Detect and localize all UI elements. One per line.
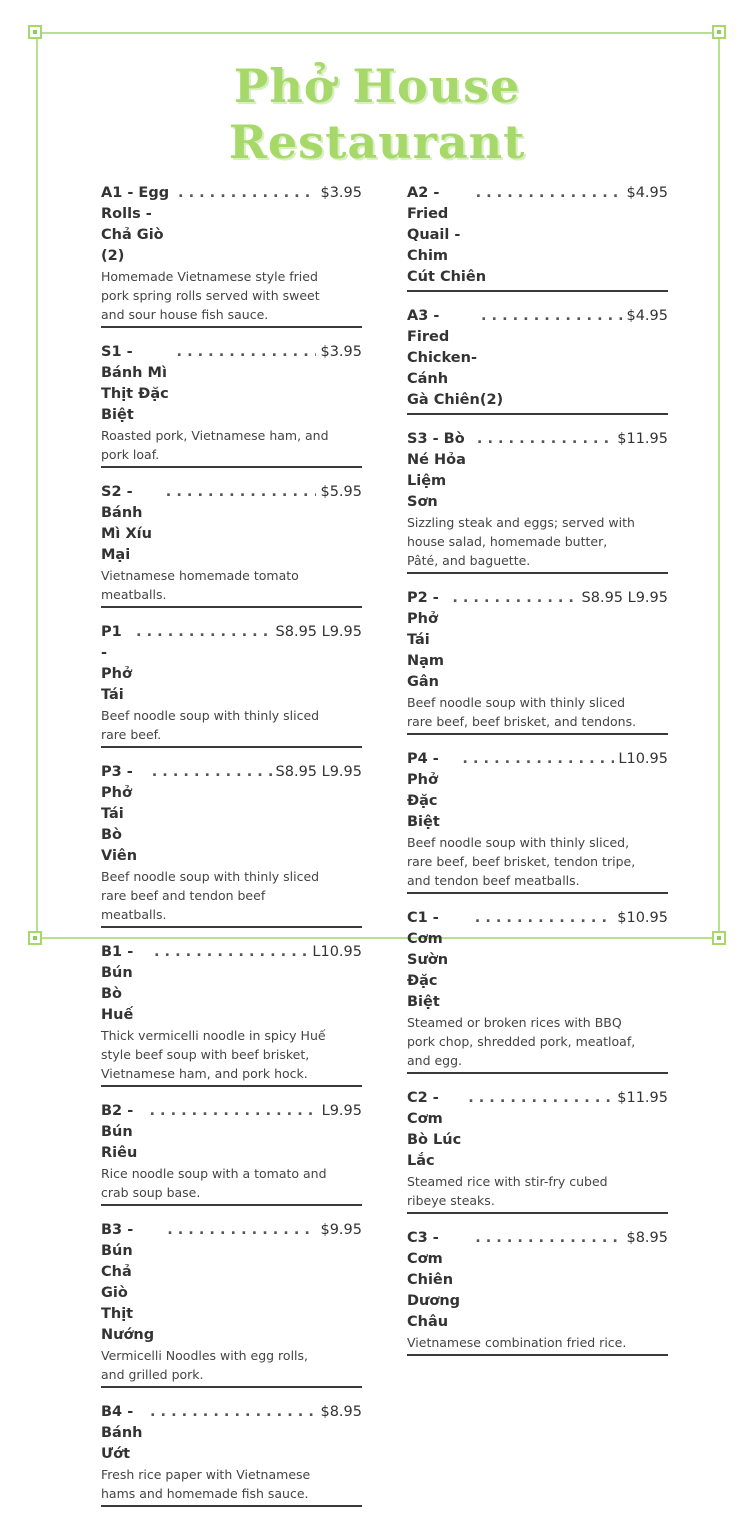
menu-item bbox=[101, 622, 362, 748]
menu-item-name: B2 - Bún Riêu bbox=[101, 1103, 138, 1161]
dot-leader bbox=[452, 588, 577, 609]
menu-item-description: Fresh rice paper with Vietnamese bbox=[101, 1467, 311, 1482]
menu-item-name-continued: Gà Chiên(2) bbox=[407, 392, 504, 408]
menu-item-description: Beef noodle soup with thinly sliced, bbox=[407, 835, 630, 850]
menu-item-description: and tendon beef meatballs. bbox=[407, 873, 580, 888]
menu-item-price: $3.95 bbox=[320, 185, 362, 201]
menu-item-description: rare beef, beef brisket, tendon tripe, bbox=[407, 854, 636, 869]
menu-item-name-continued: Cút Chiên bbox=[407, 269, 487, 285]
menu-item-name: P1 - Phở Tái bbox=[101, 624, 132, 703]
menu-item-description: house salad, homemade butter, bbox=[407, 534, 608, 549]
menu-item-heading bbox=[101, 1220, 362, 1325]
dot-leader bbox=[475, 1228, 622, 1249]
menu-item-price: $9.95 bbox=[320, 1222, 362, 1238]
menu-item-description: meatballs. bbox=[101, 587, 167, 602]
menu-item-description: and grilled pork. bbox=[101, 1367, 204, 1382]
menu-item-description: meatballs. bbox=[101, 907, 167, 922]
menu-item-description: Beef noodle soup with thinly sliced bbox=[101, 869, 320, 884]
menu-item-heading bbox=[101, 183, 362, 267]
menu-item-description: hams and homemade fish sauce. bbox=[101, 1486, 309, 1501]
menu-item-name: S3 - Bò Né Hỏa Liệm Sơn bbox=[407, 431, 466, 510]
title-line-1: Phở House bbox=[233, 59, 521, 113]
dot-leader bbox=[462, 749, 614, 770]
menu-item-description: rare beef. bbox=[101, 727, 162, 742]
menu-item-description: and egg. bbox=[407, 1053, 463, 1068]
menu-item-price: S8.95 L9.95 bbox=[275, 764, 362, 780]
frame-left-line bbox=[36, 38, 38, 932]
menu-item-name-continued: Gân bbox=[407, 674, 440, 690]
frame-corner-top-right bbox=[712, 25, 726, 39]
menu-item-heading bbox=[101, 482, 362, 566]
menu-item-price: $8.95 bbox=[626, 1230, 668, 1246]
menu-item bbox=[407, 1228, 668, 1356]
menu-item-description: and sour house fish sauce. bbox=[101, 307, 269, 322]
menu-item-name: A2 - Fried Quail - Chim bbox=[407, 185, 461, 264]
menu-item bbox=[407, 429, 668, 574]
menu-item-price: $11.95 bbox=[617, 431, 668, 447]
dot-leader bbox=[149, 1101, 317, 1122]
menu-item-price: L10.95 bbox=[618, 751, 668, 767]
menu-item-name: P2 - Phở Tái Nạm bbox=[407, 590, 445, 669]
dot-leader bbox=[150, 1402, 316, 1423]
dot-leader bbox=[481, 306, 623, 327]
menu-item-heading bbox=[407, 306, 668, 390]
menu-item-heading bbox=[101, 1402, 362, 1465]
menu-item-price: $4.95 bbox=[626, 308, 668, 324]
frame-corner-bottom-right bbox=[712, 931, 726, 945]
menu-item-name: C2 - Cơm Bò Lúc Lắc bbox=[407, 1090, 462, 1169]
menu-item-price: $8.95 bbox=[320, 1404, 362, 1420]
menu-item-price: $3.95 bbox=[320, 344, 362, 360]
dot-leader bbox=[152, 762, 272, 783]
menu-item bbox=[101, 942, 362, 1087]
dot-leader bbox=[468, 1088, 613, 1109]
menu-item-name-continued: Nướng bbox=[101, 1327, 155, 1343]
menu-item-price: L10.95 bbox=[312, 944, 362, 960]
menu-item bbox=[407, 588, 668, 735]
menu-item bbox=[101, 482, 362, 608]
menu-item-description: Homemade Vietnamese style fried bbox=[101, 269, 318, 284]
menu-item-description: Roasted pork, Vietnamese ham, and bbox=[101, 428, 329, 443]
menu-column-right bbox=[407, 183, 668, 1370]
menu-item-heading bbox=[407, 1228, 668, 1312]
menu-item-heading bbox=[101, 942, 362, 1026]
menu-item-heading bbox=[407, 588, 668, 672]
menu-item bbox=[101, 1402, 362, 1507]
menu-item-heading bbox=[101, 762, 362, 867]
menu-item-heading bbox=[101, 342, 362, 426]
frame-right-line bbox=[718, 38, 720, 932]
menu-item-description: Rice noodle soup with a tomato and bbox=[101, 1166, 327, 1181]
menu-item-price: $10.95 bbox=[617, 910, 668, 926]
menu-item-description: Pâté, and baguette. bbox=[407, 553, 531, 568]
menu-item-name: S1 - Bánh Mì Thịt Đặc Biệt bbox=[101, 344, 169, 423]
frame-corner-top-left bbox=[28, 25, 42, 39]
menu-item-description: ribeye steaks. bbox=[407, 1193, 495, 1208]
dot-leader bbox=[178, 183, 316, 204]
menu-item-heading bbox=[407, 1088, 668, 1172]
menu-item-description: Steamed rice with stir-fry cubed bbox=[407, 1174, 608, 1189]
dot-leader bbox=[177, 342, 317, 363]
menu-item-description: pork loaf. bbox=[101, 447, 160, 462]
dot-leader bbox=[477, 429, 613, 450]
menu-item-description: Vermicelli Noodles with egg rolls, bbox=[101, 1348, 308, 1363]
dot-leader bbox=[136, 622, 271, 643]
menu-item-price: $5.95 bbox=[320, 484, 362, 500]
menu-item-description: Vietnamese combination fried rice. bbox=[407, 1335, 627, 1350]
menu-item-description: rare beef, beef brisket, and tendons. bbox=[407, 714, 637, 729]
menu-item-name: A1 - Egg Rolls - Chả Giò (2) bbox=[101, 185, 170, 264]
menu-item-description: crab soup base. bbox=[101, 1185, 201, 1200]
menu-item bbox=[101, 762, 362, 928]
menu-item-description: Steamed or broken rices with BBQ bbox=[407, 1015, 622, 1030]
title-line-2: Restaurant bbox=[228, 115, 526, 169]
menu-item-name: P3 - Phở Tái Bò Viên bbox=[101, 764, 138, 864]
menu-item-description: Beef noodle soup with thinly sliced bbox=[101, 708, 320, 723]
menu-item-name: B4 - Bánh Ướt bbox=[101, 1404, 143, 1462]
menu-item bbox=[407, 183, 668, 292]
menu-item-heading bbox=[407, 183, 668, 267]
menu-item bbox=[407, 1088, 668, 1214]
dot-leader bbox=[476, 183, 623, 204]
menu-item-description: Sizzling steak and eggs; served with bbox=[407, 515, 635, 530]
menu-item-heading bbox=[101, 1101, 362, 1164]
menu-item-name: C1 - Cơm Sườn Đặc Biệt bbox=[407, 910, 449, 1010]
menu-item-description: Vietnamese ham, and pork hock. bbox=[101, 1066, 308, 1081]
menu-item-name: B1 - Bún Bò Huế bbox=[101, 944, 134, 1023]
menu-item-name: A3 - Fired Chicken-Cánh bbox=[407, 308, 477, 387]
menu-item-heading bbox=[101, 622, 362, 706]
frame-corner-bottom-left bbox=[28, 931, 42, 945]
menu-item-description: Vietnamese homemade tomato bbox=[101, 568, 299, 583]
menu-item-price: S8.95 L9.95 bbox=[275, 624, 362, 640]
menu-item bbox=[101, 183, 362, 328]
frame-top-line bbox=[40, 32, 714, 34]
menu-item-description: Thick vermicelli noodle in spicy Huế bbox=[101, 1028, 326, 1043]
menu-item bbox=[407, 749, 668, 894]
menu-item-description: pork chop, shredded pork, meatloaf, bbox=[407, 1034, 636, 1049]
menu-item-heading bbox=[407, 429, 668, 513]
menu-item-name: S2 - Bánh Mì Xíu Mại bbox=[101, 484, 152, 563]
menu-item-name: P4 - Phở Đặc Biệt bbox=[407, 751, 440, 830]
menu-item bbox=[101, 1220, 362, 1388]
menu-item-price: $11.95 bbox=[617, 1090, 668, 1106]
menu-item-price: S8.95 L9.95 bbox=[581, 590, 668, 606]
menu-item-name-continued: Châu bbox=[407, 1314, 449, 1330]
menu-item-description: style beef soup with beef brisket, bbox=[101, 1047, 310, 1062]
menu-item-description: rare beef and tendon beef bbox=[101, 888, 266, 903]
menu-item bbox=[101, 1101, 362, 1206]
menu-item-price: $4.95 bbox=[626, 185, 668, 201]
menu-item-name: C3 - Cơm Chiên Dương bbox=[407, 1230, 461, 1309]
dot-leader bbox=[166, 482, 317, 503]
menu-item-description: Beef noodle soup with thinly sliced bbox=[407, 695, 626, 710]
menu-item-heading bbox=[407, 749, 668, 833]
dot-leader bbox=[167, 1220, 316, 1241]
dot-leader bbox=[475, 908, 613, 929]
menu-item-name: B3 - Bún Chả Giò Thịt bbox=[101, 1222, 134, 1322]
menu-column-left bbox=[101, 183, 362, 1521]
page-title bbox=[0, 58, 754, 170]
menu-item bbox=[407, 908, 668, 1074]
menu-item-heading bbox=[407, 908, 668, 1013]
menu-item-price: L9.95 bbox=[321, 1103, 362, 1119]
menu-item-description: pork spring rolls served with sweet bbox=[101, 288, 320, 303]
menu-item bbox=[407, 306, 668, 415]
menu-item bbox=[101, 342, 362, 468]
